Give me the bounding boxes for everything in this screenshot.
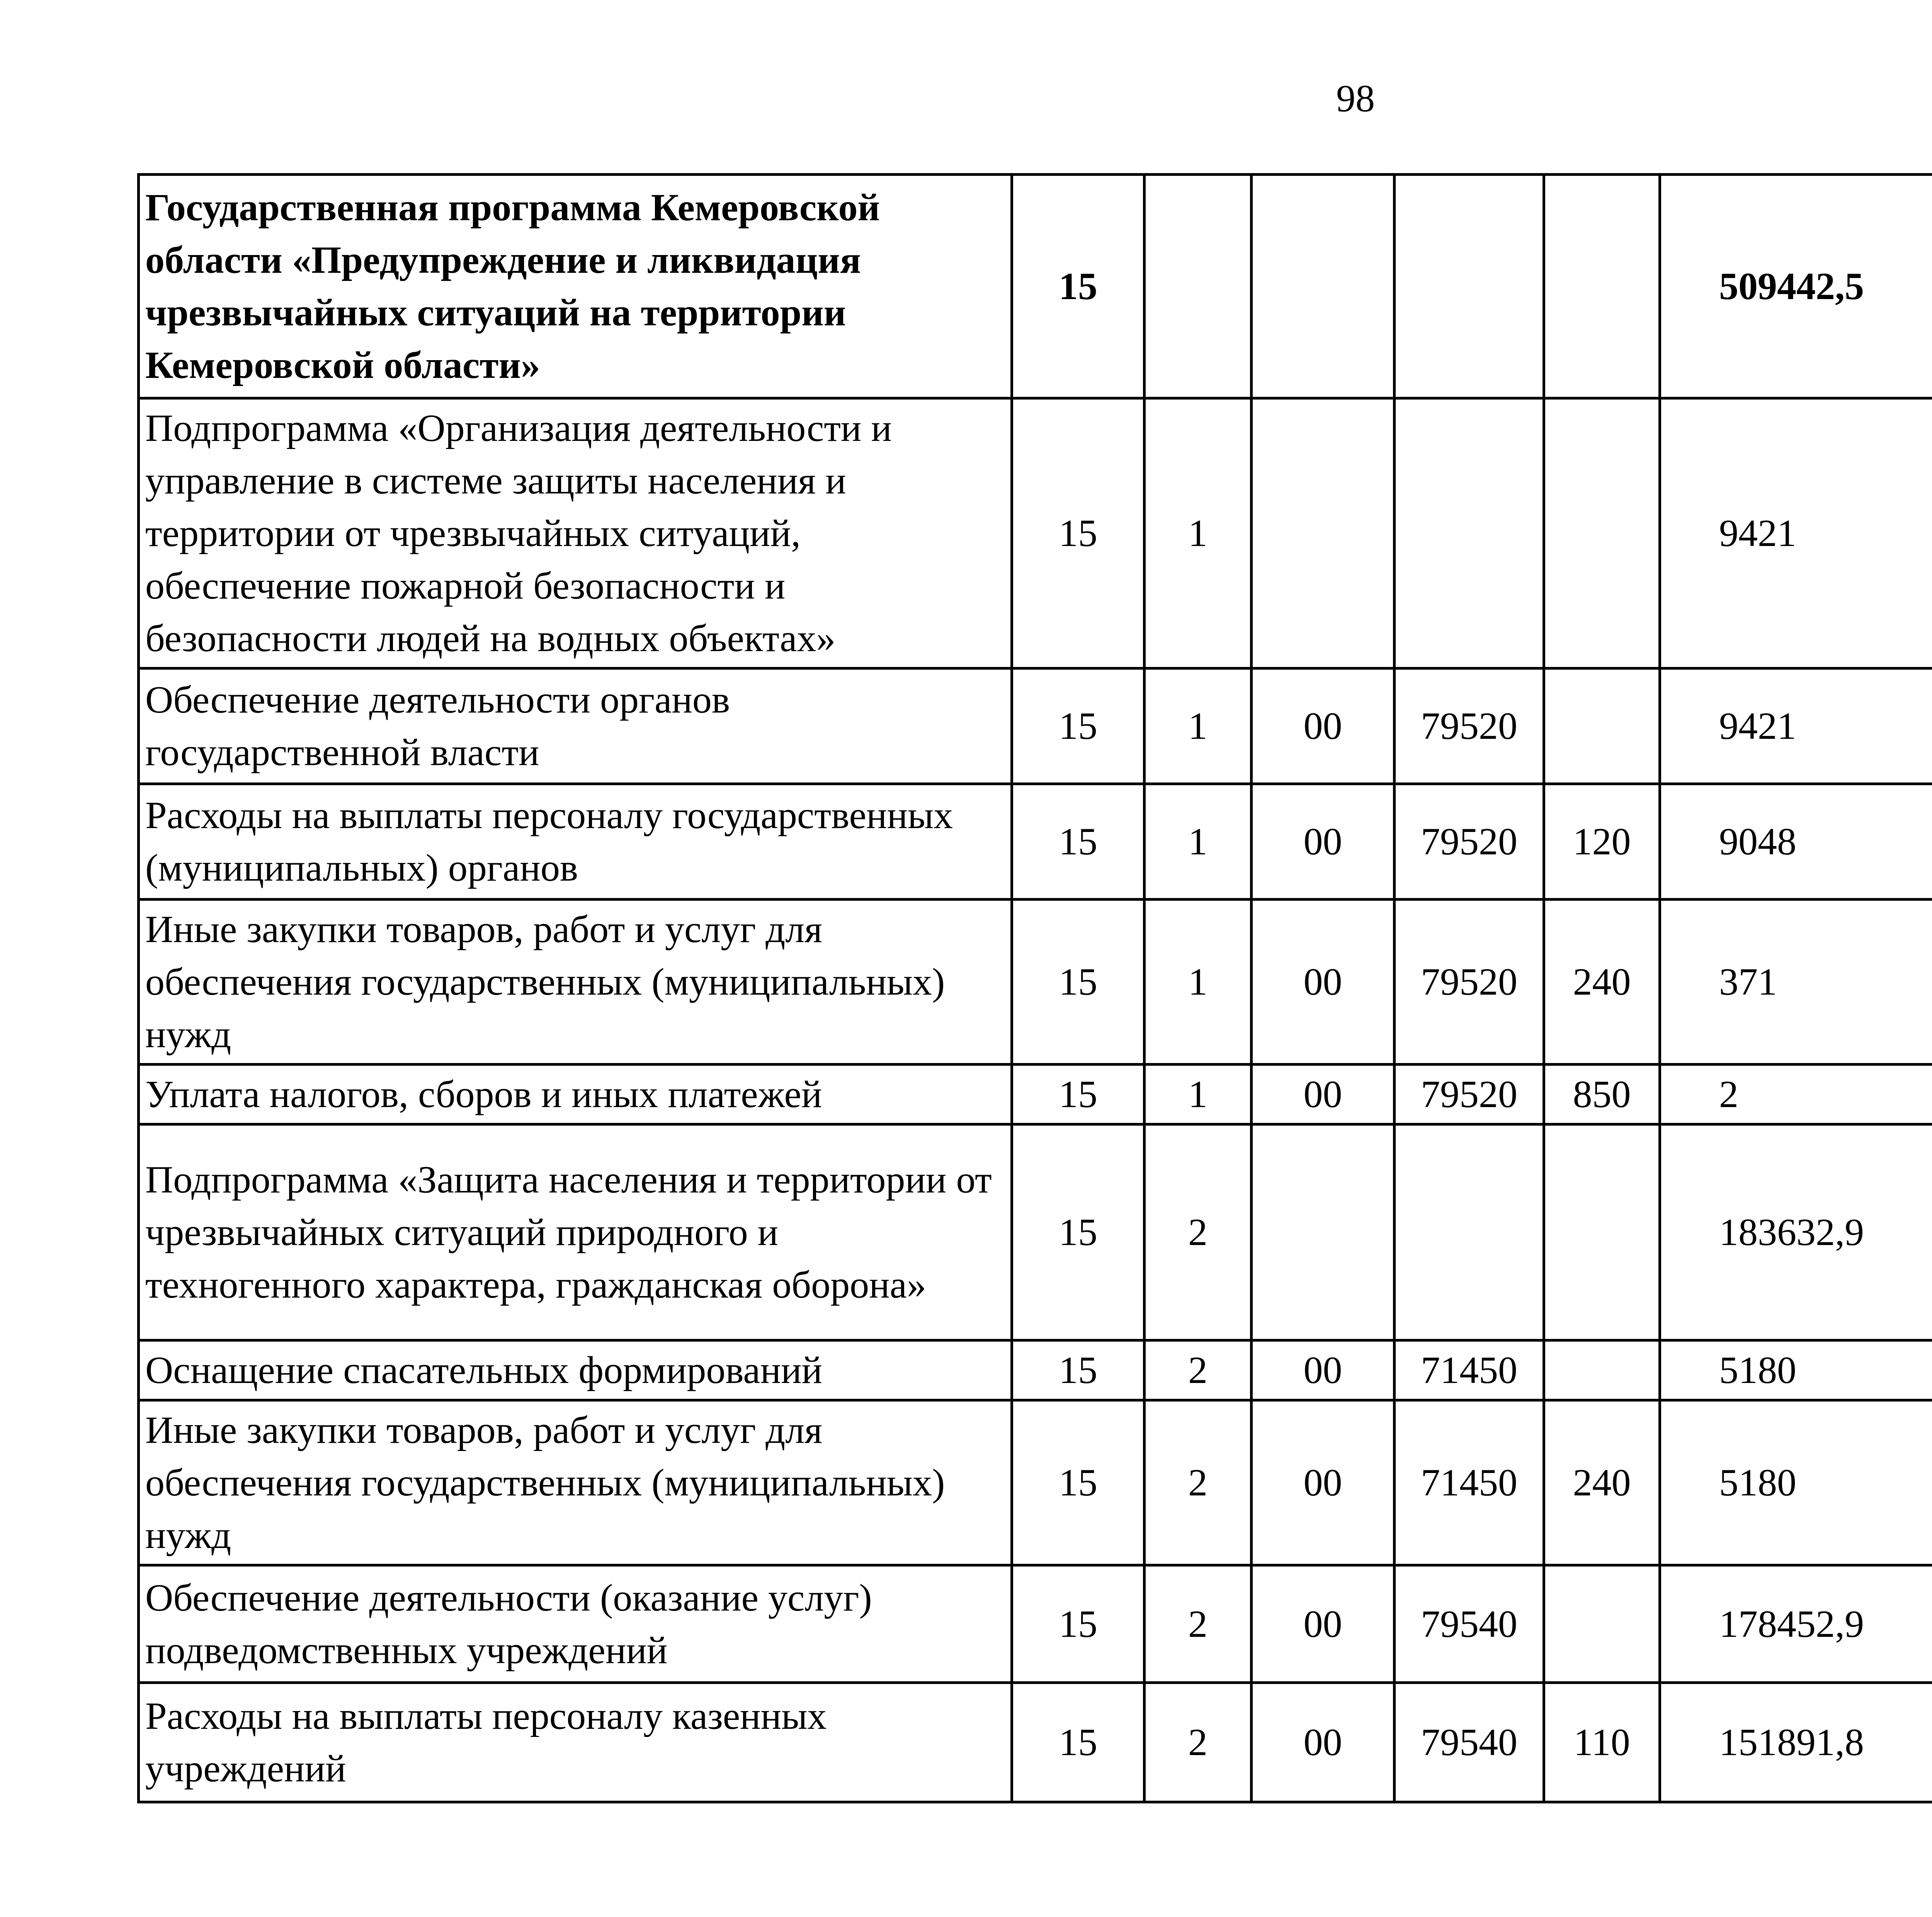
amount-cell: 9421 bbox=[1660, 668, 1932, 784]
code-cell bbox=[1252, 175, 1395, 398]
budget-table bbox=[137, 173, 1932, 1803]
amount-cell: 151891,8 bbox=[1660, 1683, 1932, 1802]
code-cell: 240 bbox=[1544, 1400, 1660, 1565]
code-cell: 15 bbox=[1012, 668, 1145, 784]
code-cell: 15 bbox=[1012, 900, 1145, 1065]
code-cell: 1 bbox=[1145, 668, 1252, 784]
amount-cell: 9421 bbox=[1660, 398, 1932, 668]
row-name: Обеспечение деятельности (оказание услуг) подведомственных учреждений bbox=[139, 1565, 1012, 1683]
code-cell: 00 bbox=[1252, 784, 1395, 900]
code-cell: 71450 bbox=[1395, 1400, 1544, 1565]
amount-cell: 371 bbox=[1660, 900, 1932, 1065]
table-row bbox=[139, 1124, 1932, 1340]
code-cell bbox=[1145, 175, 1252, 398]
amount-cell: 2 bbox=[1660, 1065, 1932, 1124]
code-cell: 2 bbox=[1145, 1565, 1252, 1683]
row-name: Уплата налогов, сборов и иных платежей bbox=[139, 1065, 1012, 1124]
code-cell: 15 bbox=[1012, 398, 1145, 668]
table-row bbox=[139, 175, 1932, 398]
row-name: Оснащение спасательных формирований bbox=[139, 1340, 1012, 1400]
code-cell: 00 bbox=[1252, 1565, 1395, 1683]
row-name: Подпрограмма «Защита населения и территории от чрезвычайных ситуаций природного и техногенного характера, гражданская оборона» bbox=[139, 1124, 1012, 1340]
code-cell bbox=[1252, 1124, 1395, 1340]
code-cell: 2 bbox=[1145, 1400, 1252, 1565]
table-row bbox=[139, 1400, 1932, 1565]
code-cell: 00 bbox=[1252, 1400, 1395, 1565]
code-cell: 79520 bbox=[1395, 668, 1544, 784]
row-name: Иные закупки товаров, работ и услуг для обеспечения государственных (муниципальных) нужд bbox=[139, 900, 1012, 1065]
code-cell: 79520 bbox=[1395, 1065, 1544, 1124]
amount-cell: 5180 bbox=[1660, 1340, 1932, 1400]
code-cell: 1 bbox=[1145, 1065, 1252, 1124]
amount-cell: 509442,5 bbox=[1660, 175, 1932, 398]
table-row bbox=[139, 1340, 1932, 1400]
row-name: Подпрограмма «Организация деятельности и управление в системе защиты населения и территории от чрезвычайных ситуаций, обеспечение пожарной безопасности и безопасности людей на водных объектах» bbox=[139, 398, 1012, 668]
amount-cell: 5180 bbox=[1660, 1400, 1932, 1565]
row-name: Расходы на выплаты персоналу государственных (муниципальных) органов bbox=[139, 784, 1012, 900]
code-cell: 15 bbox=[1012, 784, 1145, 900]
table-row bbox=[139, 1065, 1932, 1124]
table-row bbox=[139, 784, 1932, 900]
row-name: Государственная программа Кемеровской области «Предупреждение и ликвидация чрезвычайных ситуаций на территории Кемеровской области» bbox=[139, 175, 1012, 398]
code-cell bbox=[1395, 1124, 1544, 1340]
table-row bbox=[139, 398, 1932, 668]
row-name: Иные закупки товаров, работ и услуг для обеспечения государственных (муниципальных) нужд bbox=[139, 1400, 1012, 1565]
table-row bbox=[139, 668, 1932, 784]
code-cell: 00 bbox=[1252, 1340, 1395, 1400]
code-cell: 1 bbox=[1145, 398, 1252, 668]
code-cell: 15 bbox=[1012, 1565, 1145, 1683]
code-cell: 15 bbox=[1012, 1124, 1145, 1340]
code-cell bbox=[1544, 398, 1660, 668]
row-name: Обеспечение деятельности органов государственной власти bbox=[139, 668, 1012, 784]
code-cell bbox=[1544, 668, 1660, 784]
code-cell: 71450 bbox=[1395, 1340, 1544, 1400]
code-cell: 00 bbox=[1252, 668, 1395, 784]
code-cell: 2 bbox=[1145, 1683, 1252, 1802]
page-number: 98 bbox=[1336, 77, 1375, 120]
code-cell: 79540 bbox=[1395, 1565, 1544, 1683]
code-cell: 15 bbox=[1012, 175, 1145, 398]
amount-cell: 178452,9 bbox=[1660, 1565, 1932, 1683]
code-cell bbox=[1395, 175, 1544, 398]
code-cell: 2 bbox=[1145, 1124, 1252, 1340]
code-cell: 00 bbox=[1252, 1683, 1395, 1802]
code-cell: 15 bbox=[1012, 1340, 1145, 1400]
code-cell: 2 bbox=[1145, 1340, 1252, 1400]
amount-cell: 9048 bbox=[1660, 784, 1932, 900]
code-cell: 15 bbox=[1012, 1065, 1145, 1124]
row-name: Расходы на выплаты персоналу казенных учреждений bbox=[139, 1683, 1012, 1802]
code-cell: 240 bbox=[1544, 900, 1660, 1065]
amount-cell: 183632,9 bbox=[1660, 1124, 1932, 1340]
table-row bbox=[139, 1683, 1932, 1802]
code-cell: 00 bbox=[1252, 900, 1395, 1065]
code-cell: 1 bbox=[1145, 784, 1252, 900]
code-cell: 850 bbox=[1544, 1065, 1660, 1124]
code-cell: 15 bbox=[1012, 1400, 1145, 1565]
table-row bbox=[139, 900, 1932, 1065]
code-cell: 79520 bbox=[1395, 900, 1544, 1065]
code-cell bbox=[1252, 398, 1395, 668]
table-row bbox=[139, 1565, 1932, 1683]
code-cell bbox=[1544, 1124, 1660, 1340]
code-cell: 79540 bbox=[1395, 1683, 1544, 1802]
code-cell bbox=[1544, 1565, 1660, 1683]
code-cell bbox=[1544, 1340, 1660, 1400]
code-cell: 00 bbox=[1252, 1065, 1395, 1124]
code-cell: 1 bbox=[1145, 900, 1252, 1065]
code-cell bbox=[1395, 398, 1544, 668]
code-cell bbox=[1544, 175, 1660, 398]
code-cell: 79520 bbox=[1395, 784, 1544, 900]
code-cell: 110 bbox=[1544, 1683, 1660, 1802]
code-cell: 120 bbox=[1544, 784, 1660, 900]
code-cell: 15 bbox=[1012, 1683, 1145, 1802]
